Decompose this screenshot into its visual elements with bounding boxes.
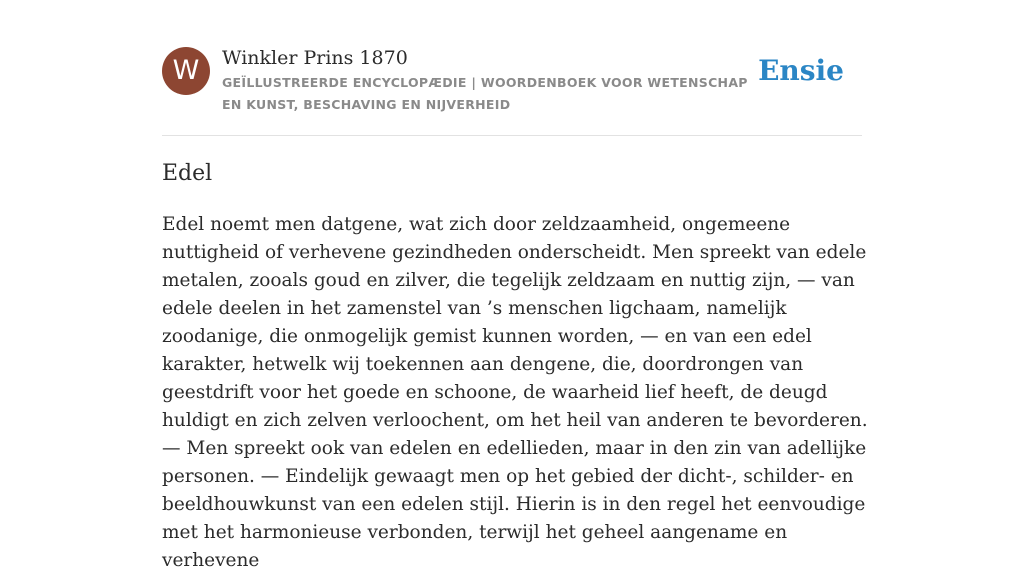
entry-body: Edel noemt men datgene, wat zich door zeldzaamheid, ongemeene nuttigheid of verhevene gezindheden onderscheidt. Men spreekt van edele metalen, zooals goud en zilver, die tegelijk zeldzaam en nuttig zijn, — van edele deelen in het zamenstel van ’s menschen ligchaam, namelijk zoodanige, die onmogelijk gemist kunnen worden, — en van een edel karakter, hetwelk wij toekennen aan dengene, die, doordrongen van geestdrift voor het goede en schoone, de waarheid lief heeft, de deugd huldigt en zich zelven verloochent, om het heil van anderen te bevorderen. — Men spreekt ook van edelen en edellieden, maar in den zin van adellijke personen. — Eindelijk gewaagt men op het gebied der dicht-, schilder- en beeldhouwkunst van een edelen stijl. Hierin is in den regel het eenvoudige met het harmonieuse verbonden, terwijl het geheel aangename en verhevene — [162, 214, 868, 571]
source-avatar[interactable]: W — [162, 47, 210, 95]
source-subtitle: GEÏLLUSTREERDE ENCYCLOPÆDIE | WOORDENBOEK VOOR WETENSCHAP EN KUNST, BESCHAVING EN NIJVERHEID — [222, 75, 748, 112]
source-title[interactable]: Winkler Prins 1870 — [222, 47, 408, 69]
ensie-logo[interactable]: Ensie — [758, 54, 844, 87]
entry-title: Edel — [162, 161, 213, 186]
header-divider — [162, 135, 862, 136]
source-header — [162, 46, 862, 136]
